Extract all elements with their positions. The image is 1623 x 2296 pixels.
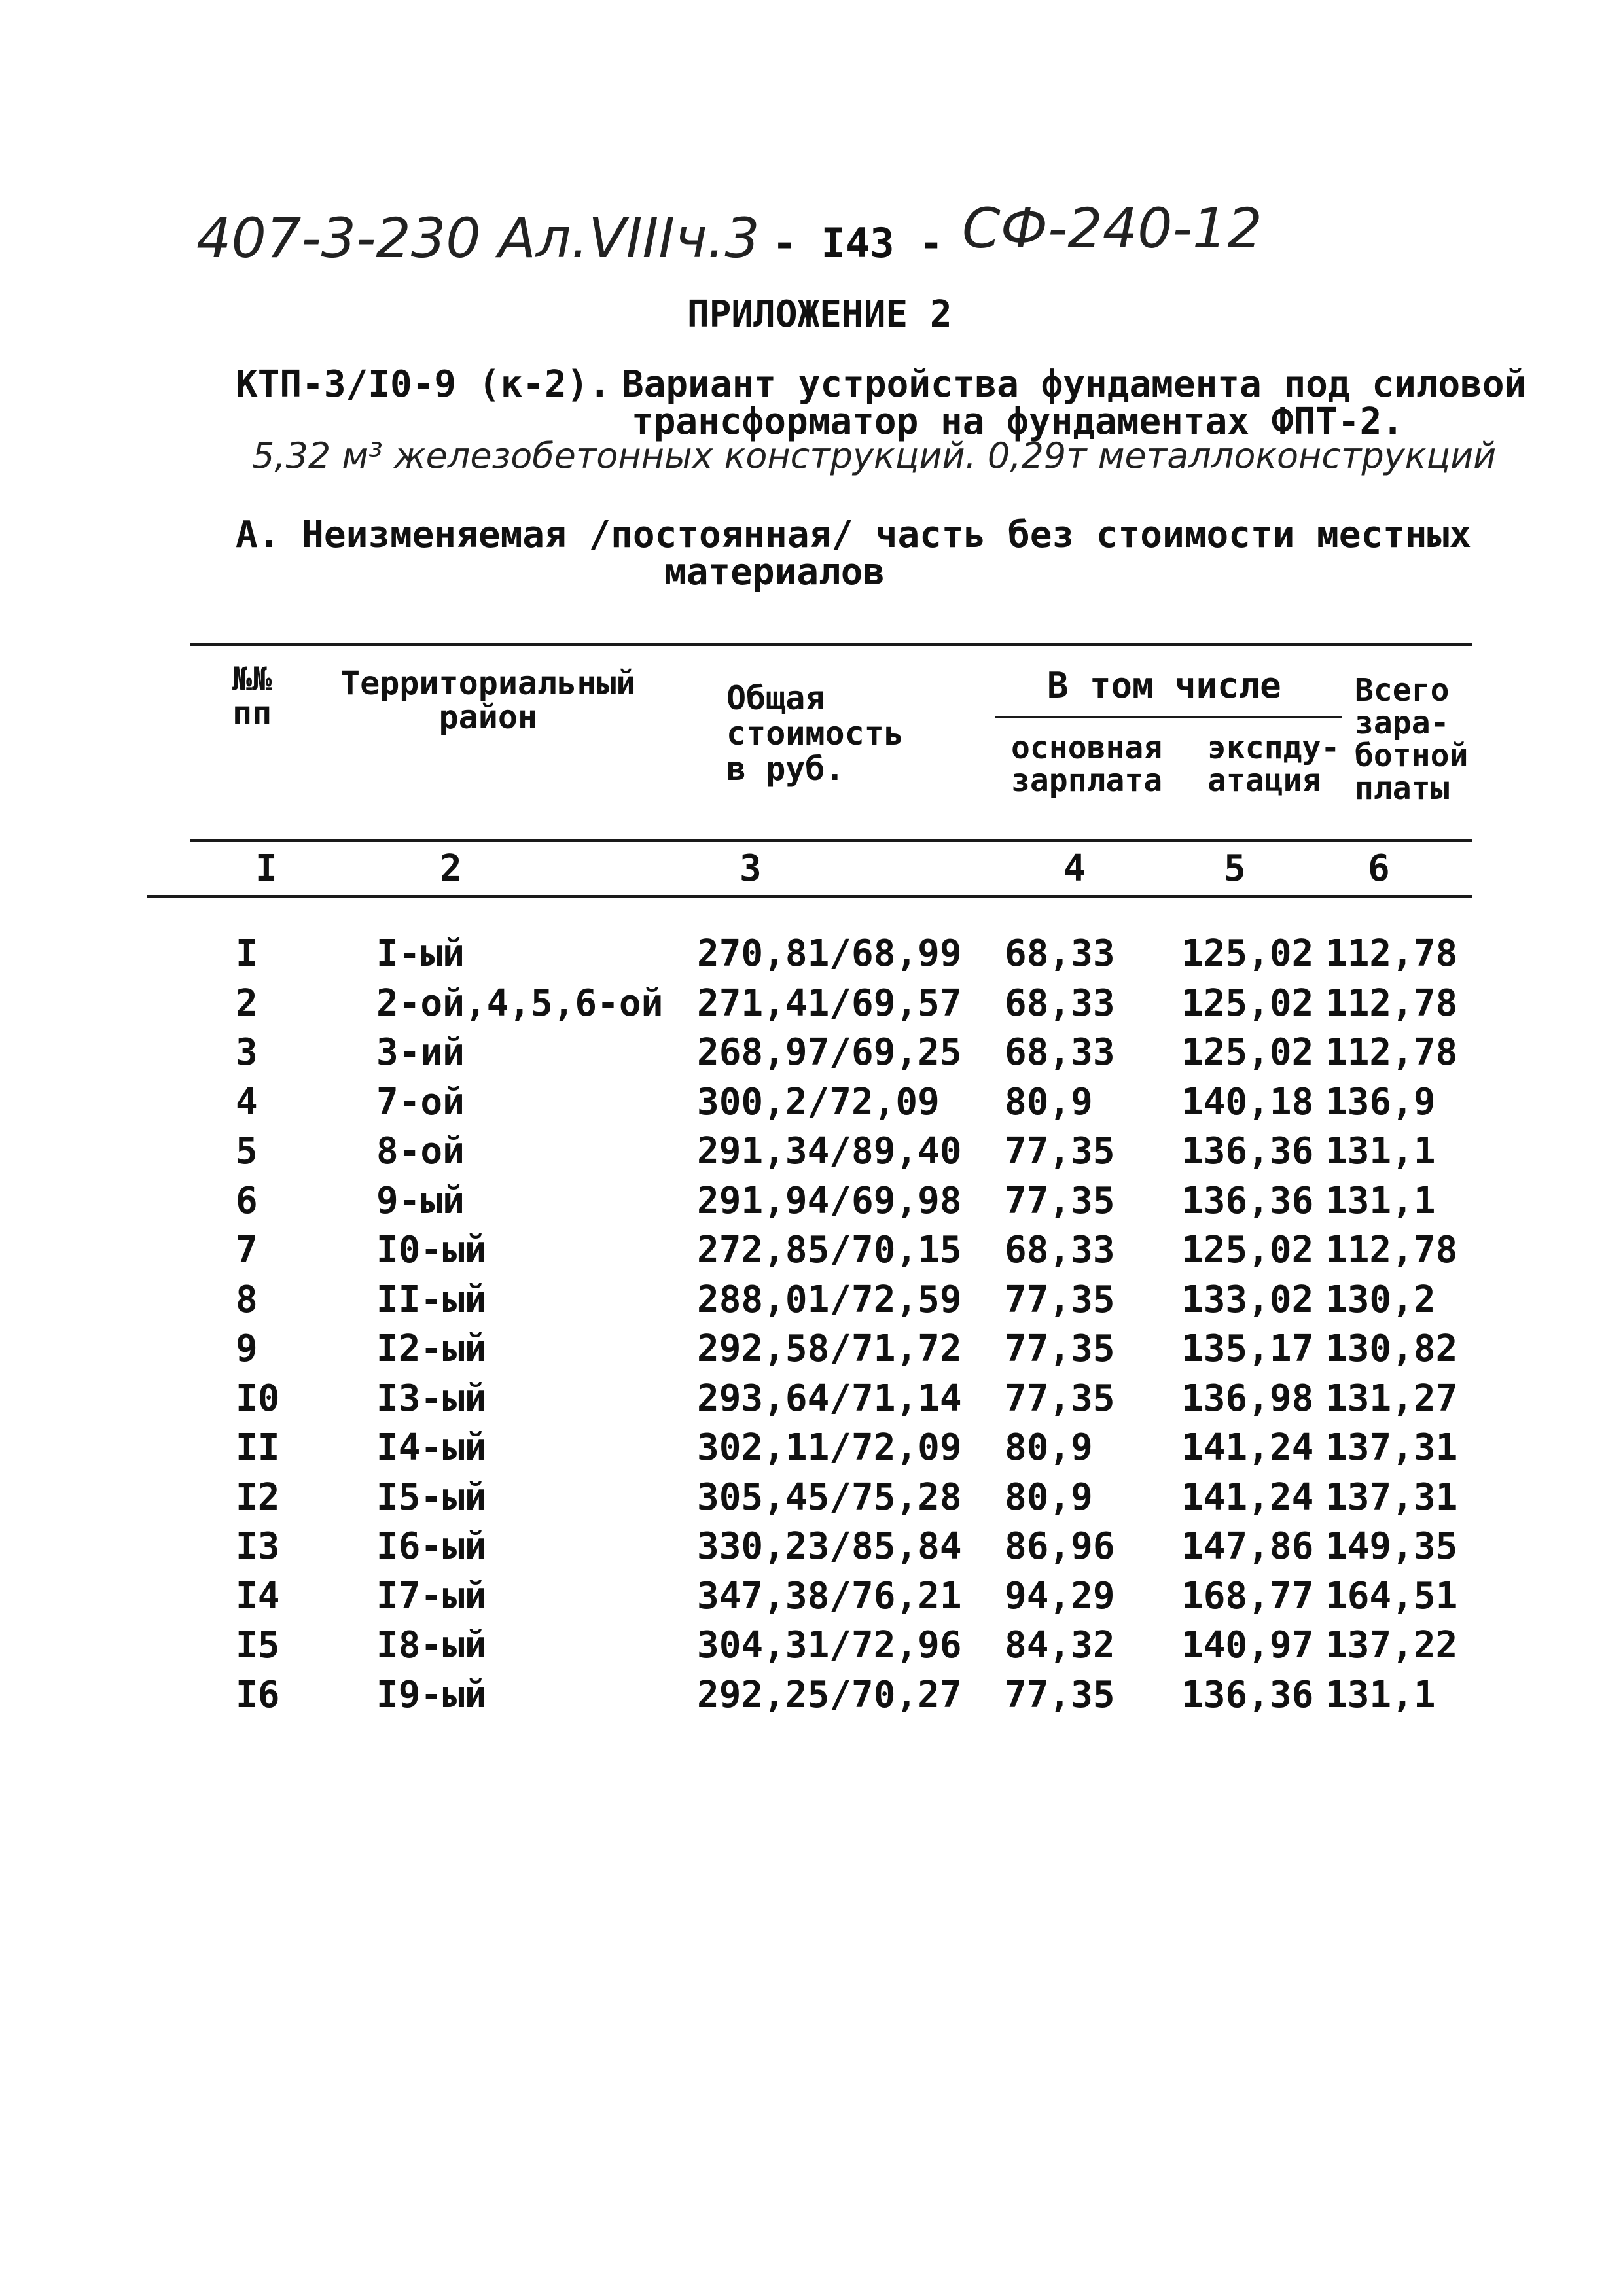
table-cell: 112,78: [1325, 1031, 1458, 1074]
header-group-rule: [995, 716, 1342, 718]
table-cell: I9-ый: [376, 1673, 487, 1716]
table-cell: 136,36: [1181, 1130, 1314, 1173]
table-cell: I0-ый: [376, 1229, 487, 1271]
table-row: [0, 1473, 1623, 1523]
table-cell: II: [236, 1426, 280, 1469]
table-cell: 137,31: [1325, 1426, 1458, 1469]
table-cell: 140,97: [1181, 1624, 1314, 1667]
table-cell: 125,02: [1181, 981, 1314, 1025]
table-cell: 68,33: [1005, 1229, 1115, 1271]
table-cell: I4-ый: [376, 1426, 487, 1469]
header-group: В том числе: [1047, 665, 1281, 706]
table-row: [0, 1572, 1623, 1621]
table-cell: 112,78: [1325, 1229, 1458, 1271]
table-row: [0, 1522, 1623, 1572]
table-cell: 3-ий: [376, 1031, 465, 1074]
table-row: [0, 929, 1623, 979]
table-cell: I6-ый: [376, 1525, 487, 1568]
table-cell: 94,29: [1005, 1574, 1115, 1617]
table-cell: 147,86: [1181, 1525, 1314, 1568]
subject-line-1: Вариант устройства фундамента под силовой: [622, 363, 1527, 406]
table-cell: 2-ой,4,5,6-ой: [376, 981, 664, 1025]
table-cell: 7: [236, 1229, 258, 1271]
table-cell: 131,1: [1325, 1673, 1436, 1716]
table-cell: 80,9: [1005, 1080, 1093, 1123]
section-heading-line-2: материалов: [664, 551, 885, 593]
table-row: [0, 1028, 1623, 1078]
table-cell: 68,33: [1005, 932, 1115, 975]
table-cell: 77,35: [1005, 1673, 1115, 1716]
table-cell: I-ый: [376, 932, 465, 975]
table-cell: 136,98: [1181, 1377, 1314, 1420]
table-cell: 8-ой: [376, 1130, 465, 1173]
header-bottom-rule: [190, 839, 1472, 842]
table-cell: 164,51: [1325, 1574, 1458, 1617]
table-cell: I4: [236, 1574, 280, 1617]
table-cell: 9-ый: [376, 1179, 465, 1222]
table-cell: 6: [236, 1179, 258, 1222]
table-cell: I0: [236, 1377, 280, 1420]
table-cell: 125,02: [1181, 932, 1314, 975]
column-number: I: [255, 847, 277, 890]
table-cell: 77,35: [1005, 1377, 1115, 1420]
table-cell: 292,58/71,72: [697, 1328, 962, 1370]
table-cell: 137,31: [1325, 1475, 1458, 1519]
column-number: 5: [1224, 847, 1246, 890]
table-cell: 125,02: [1181, 1031, 1314, 1074]
table-cell: 168,77: [1181, 1574, 1314, 1617]
table-cell: 112,78: [1325, 981, 1458, 1025]
header-col-total: Общая стоимость в руб.: [726, 679, 904, 788]
table-cell: 141,24: [1181, 1475, 1314, 1519]
table-cell: 300,2/72,09: [697, 1080, 940, 1123]
table-cell: 8: [236, 1278, 258, 1321]
table-cell: 330,23/85,84: [697, 1525, 962, 1568]
table-cell: I: [236, 932, 258, 975]
table-cell: 77,35: [1005, 1278, 1115, 1321]
table-cell: I5: [236, 1624, 280, 1667]
table-cell: 304,31/72,96: [697, 1624, 962, 1667]
table-row: [0, 1670, 1623, 1720]
table-top-rule: [190, 643, 1472, 646]
table-cell: 141,24: [1181, 1426, 1314, 1469]
table-cell: 291,34/89,40: [697, 1130, 962, 1173]
column-number: 2: [440, 847, 462, 890]
table-cell: 288,01/72,59: [697, 1278, 962, 1321]
table-row: [0, 1324, 1623, 1374]
table-cell: 302,11/72,09: [697, 1426, 962, 1469]
table-row: [0, 1127, 1623, 1176]
table-cell: 131,27: [1325, 1377, 1458, 1420]
table-cell: 77,35: [1005, 1130, 1115, 1173]
column-numbers-rule: [147, 895, 1472, 898]
header-col-operation: экспду- атация: [1207, 730, 1340, 799]
table-cell: 272,85/70,15: [697, 1229, 962, 1271]
header-col-wage: основная зарплата: [1011, 730, 1163, 799]
column-numbers-row: [0, 844, 1623, 894]
table-cell: 9: [236, 1328, 258, 1370]
table-cell: 291,94/69,98: [697, 1179, 962, 1222]
table-cell: 2: [236, 981, 258, 1025]
table-cell: I7-ый: [376, 1574, 487, 1617]
table-cell: 7-ой: [376, 1080, 465, 1123]
table-cell: 136,36: [1181, 1673, 1314, 1716]
table-row: [0, 979, 1623, 1029]
table-cell: 80,9: [1005, 1475, 1093, 1519]
column-number: 4: [1063, 847, 1086, 890]
table-cell: 131,1: [1325, 1179, 1436, 1222]
table-cell: 131,1: [1325, 1130, 1436, 1173]
table-cell: 84,32: [1005, 1624, 1115, 1667]
table-cell: 271,41/69,57: [697, 981, 962, 1025]
table-cell: I3: [236, 1525, 280, 1568]
table-cell: 136,9: [1325, 1080, 1436, 1123]
table-cell: 68,33: [1005, 981, 1115, 1025]
table-row: [0, 1176, 1623, 1226]
table-cell: 4: [236, 1080, 258, 1123]
table-cell: 133,02: [1181, 1278, 1314, 1321]
table-cell: I3-ый: [376, 1377, 487, 1420]
document-code: 407-3-230 Ал.VIIIч.3: [196, 206, 760, 270]
appendix-title: ПРИЛОЖЕНИЕ 2: [687, 293, 952, 336]
table-cell: I6: [236, 1673, 280, 1716]
table-cell: 3: [236, 1031, 258, 1074]
table-cell: 305,45/75,28: [697, 1475, 962, 1519]
subject-line-2: трансформатор на фундаментах ФПТ-2.: [632, 400, 1404, 443]
header-col-region: Территориальный район: [340, 664, 636, 736]
table-cell: I8-ый: [376, 1624, 487, 1667]
table-row: [0, 1226, 1623, 1275]
handwritten-note: 5,32 м³ железобетонных конструкций. 0,29т металлоконструкций: [252, 435, 1497, 476]
table-cell: 347,38/76,21: [697, 1574, 962, 1617]
table-cell: 293,64/71,14: [697, 1377, 962, 1420]
column-number: 6: [1368, 847, 1390, 890]
subject-code: КТП-3/I0-9 (к-2).: [236, 363, 611, 406]
table-cell: 125,02: [1181, 1229, 1314, 1271]
table-cell: 268,97/69,25: [697, 1031, 962, 1074]
table-cell: 130,2: [1325, 1278, 1436, 1321]
table-cell: 68,33: [1005, 1031, 1115, 1074]
table-row: [0, 1621, 1623, 1670]
table-cell: 136,36: [1181, 1179, 1314, 1222]
table-cell: 140,18: [1181, 1080, 1314, 1123]
table-row: [0, 1423, 1623, 1473]
table-cell: 270,81/68,99: [697, 932, 962, 975]
table-row: [0, 1374, 1623, 1424]
table-cell: 149,35: [1325, 1525, 1458, 1568]
header-col-number: №№ пп: [232, 660, 272, 732]
column-number: 3: [740, 847, 762, 890]
table-cell: II-ый: [376, 1278, 487, 1321]
table-cell: 135,17: [1181, 1328, 1314, 1370]
table-cell: 5: [236, 1130, 258, 1173]
table-cell: 292,25/70,27: [697, 1673, 962, 1716]
table-cell: I2: [236, 1475, 280, 1519]
table-row: [0, 1275, 1623, 1325]
section-heading-line-1: А. Неизменяемая /постоянная/ часть без стоимости местных: [236, 514, 1472, 556]
page-number: - I43 -: [772, 219, 944, 267]
table-cell: I5-ый: [376, 1475, 487, 1519]
table-cell: 77,35: [1005, 1179, 1115, 1222]
table-cell: 130,82: [1325, 1328, 1458, 1370]
table-cell: 112,78: [1325, 932, 1458, 975]
table-cell: 86,96: [1005, 1525, 1115, 1568]
table-cell: 80,9: [1005, 1426, 1093, 1469]
table-cell: 137,22: [1325, 1624, 1458, 1667]
table-cell: I2-ый: [376, 1328, 487, 1370]
header-col-wage-total: Всего зара- ботной платы: [1355, 672, 1469, 807]
sheet-code: СФ-240-12: [962, 196, 1262, 260]
table-cell: 77,35: [1005, 1328, 1115, 1370]
table-row: [0, 1078, 1623, 1127]
